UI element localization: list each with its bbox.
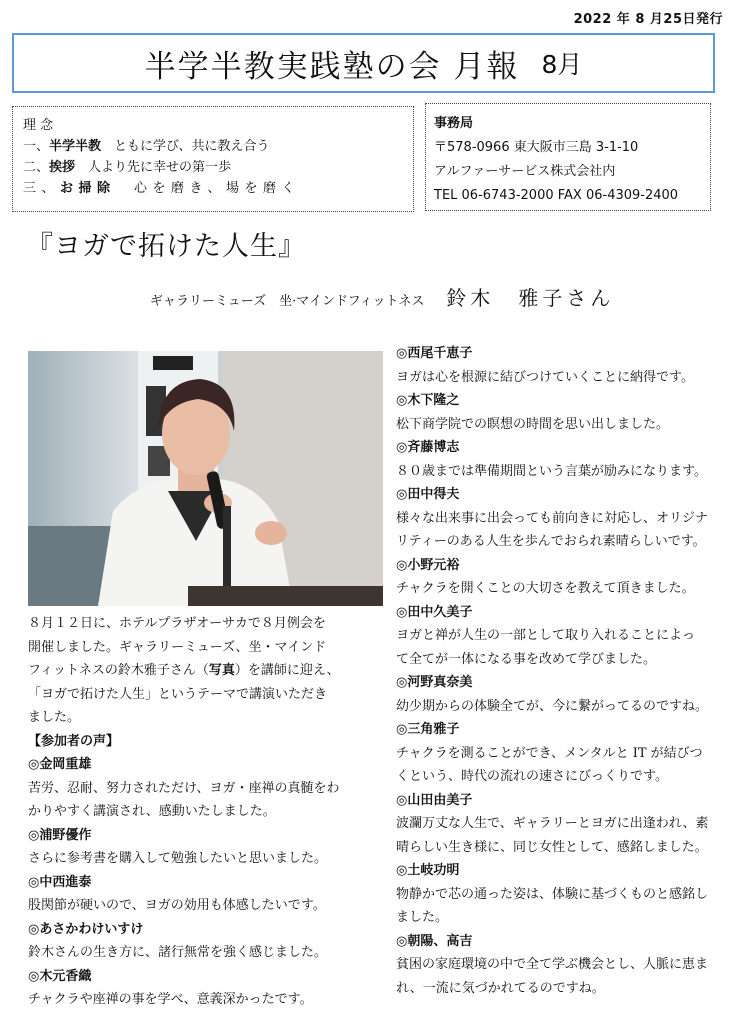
participant-comment-text: て全てが一体になる事を改めて学びました。 [396,651,657,667]
participant-comment-text: 幼少期からの体験全てが、今に繋がってるのですね。 [396,698,709,714]
participant-comment-text: ８０歳までは準備期間という言葉が励みになります。 [396,463,707,479]
participant-comment-text: 貧困の家庭環境の中で全て学ぶ機会とし、人脈に恵ま [396,957,709,972]
participant-name: ◎斉藤博志 [396,440,460,455]
participant-name: ◎あさかわけいすけ [28,921,144,937]
speaker-photo [28,351,383,606]
participant-comment-text: くという、時代の流れの速さにびっくりです。 [396,769,668,784]
participant-comment-text: れ、一流に気づかれてるのですね。 [396,980,605,996]
philosophy-item-prefix: 三、 [23,181,61,196]
participant-comment [396,483,736,554]
philosophy-item-text: 人より先に幸せの第一歩 [75,160,232,175]
participant-name: ◎朝陽、高吉 [396,933,473,949]
article-right-column [396,342,736,1000]
intro-line [28,659,383,683]
intro-text: ）を講師に迎え、 [234,663,340,678]
intro-line: 開催しました。ギャラリーミューズ、坐・マインド [28,639,327,655]
office-company: アルファーサービス株式会社内 [434,164,616,179]
participant-comment [396,859,736,930]
participant-comment [396,789,736,860]
participant-comment-text: 様々な出来事に出会っても前向きに対応し、オリジナ [396,510,709,526]
participant-comment-text: リティーのある人生を歩んでおられ素晴らしいです。 [396,534,706,549]
philosophy-item [23,178,403,199]
participant-comment-text: 苦労、忍耐、努力されただけ、ヨガ・座禅の真髄をわ [28,780,340,796]
intro-photo-ref: 写真 [208,663,235,678]
office-box [425,103,711,211]
participant-comment-text: さらに参考書を購入して勉強したいと思いました。 [28,851,328,866]
participant-comment-text: 物静かで芯の通った姿は、体験に基づくものと感銘し [396,886,709,902]
philosophy-item-keyword: 半学半教 [49,139,102,154]
participant-name: ◎木下隆之 [396,393,460,408]
participant-comment-text: チャクラを測ることができ、メンタルと IT が結びつ [396,745,703,761]
speaker-photo-image [28,351,383,606]
office-contact: TEL 06-6743-2000 FAX 06-4309-2400 [434,188,679,203]
article-left-column [28,612,383,1012]
participant-name: ◎河野真奈美 [396,675,473,690]
participant-comment-text: 松下商学院での瞑想の時間を思い出しました。 [396,416,670,432]
participant-comment [396,389,736,436]
philosophy-box [12,106,414,212]
participant-comment [28,871,383,918]
intro-text: フィットネスの鈴木雅子さん（ [28,663,209,678]
participant-comment [396,554,736,601]
participant-comment-text: チャクラや座禅の事を学べ、意義深かったです。 [28,992,313,1007]
philosophy-item [23,157,403,178]
participant-name: ◎木元香織 [28,968,92,984]
philosophy-item-text: 心を磨き、場を磨く [115,181,301,196]
newsletter-title: 半学半教実践塾の会 月報 [144,48,520,85]
participant-comment-text: かりやすく講演され、感動いたしました。 [28,804,276,819]
article-headline: 『ヨガで拓けた人生』 [26,231,306,262]
participant-name: ◎田中久美子 [396,604,473,620]
participant-comment-text: 晴らしい生き様に、同じ女性として、感銘しました。 [396,839,708,855]
participant-comment-text: ヨガは心を根源に結びつけていくことに納得です。 [396,369,694,385]
philosophy-item-prefix: 一、 [23,139,50,154]
intro-line: ８月１２日に、ホテルプラザオーサカで８月例会を [28,616,326,631]
participant-name: ◎浦野優作 [28,827,92,843]
philosophy-item-keyword: 挨拶 [49,160,76,175]
voices-list-left [28,753,383,1012]
voices-list-right [396,342,736,1000]
participant-comment-text: ました。 [396,910,449,925]
issue-date: 2022 年 8 月25日発行 [573,12,723,27]
participant-comment [396,930,736,1001]
participant-name: ◎三角雅子 [396,722,460,737]
speaker-name: 鈴木 雅子さん [446,286,615,310]
participant-name: ◎土岐功明 [396,863,460,878]
philosophy-heading: 理 念 [23,118,54,133]
participant-comment [396,342,736,389]
voices-heading: 【参加者の声】 [28,733,120,749]
newsletter-month: 8月 [541,50,583,79]
participant-name: ◎中西進泰 [28,874,92,890]
participant-comment [28,824,383,871]
participant-name: ◎西尾千恵子 [396,346,473,361]
participant-name: ◎田中得夫 [396,487,460,502]
philosophy-item-keyword: お掃除 [60,181,116,196]
participant-comment [28,918,383,965]
participant-comment-text: チャクラを開くことの大切さを教えて頂きました。 [396,581,695,596]
newsletter-title-box [12,33,715,93]
participant-comment [28,753,383,824]
participant-comment-text: ヨガと禅が人生の一部として取り入れることによっ [396,628,696,643]
participant-comment [396,718,736,789]
speaker-affiliation: ギャラリーミューズ 坐·マインドフィットネス [150,294,425,309]
participant-name: ◎山田由美子 [396,792,473,808]
participant-comment-text: 股関節が硬いので、ヨガの効用も体感したいです。 [28,898,326,913]
participant-comment-text: 鈴木さんの生き方に、諸行無常を強く感じました。 [28,945,328,960]
intro-line: ました。 [28,710,81,725]
participant-comment [396,601,736,672]
participant-comment-text: 波瀾万丈な人生で、ギャラリーとヨガに出逢われ、素 [396,816,709,831]
participant-name: ◎小野元裕 [396,557,460,573]
philosophy-item-text: ともに学び、共に教え合う [101,139,270,154]
participant-name: ◎金岡重雄 [28,757,92,772]
speaker-byline [150,282,614,311]
participant-comment [396,436,736,483]
philosophy-item [23,136,403,157]
office-heading: 事務局 [434,116,474,131]
participant-comment [28,965,383,1012]
philosophy-item-prefix: 二、 [23,160,50,175]
office-address: 〒578-0966 東大阪市三島 3-1-10 [434,140,639,155]
participant-comment [396,671,736,718]
intro-line: 「ヨガで拓けた人生」というテーマで講演いただき [28,686,328,702]
